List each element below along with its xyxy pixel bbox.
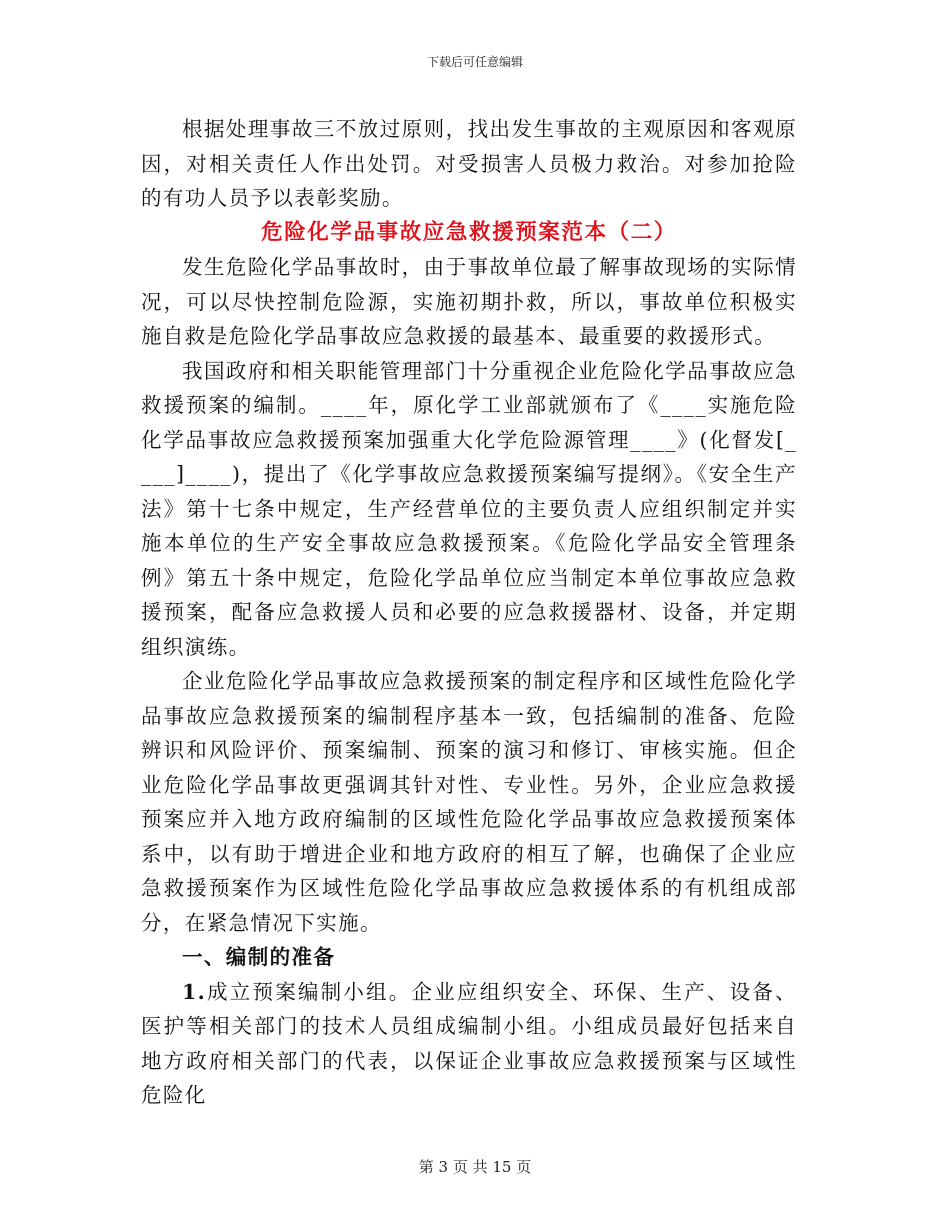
document-body <box>141 112 797 1113</box>
heading-preparation: 一、编制的准备 <box>182 945 336 969</box>
section-title: 危险化学品事故应急救援预案范本（二） <box>261 219 677 245</box>
paragraph-self-rescue: 发生危险化学品事故时，由于事故单位最了解事故现场的实际情况，可以尽快控制危险源，实施初期扑救，所以，事故单位积极实施自救是危险化学品事故应急救援的最基本、最重要的救援形式。 <box>141 255 797 348</box>
paragraph-team-setup <box>141 975 797 1113</box>
page-header: 下载后可任意编辑 <box>426 55 523 69</box>
paragraph-enterprise-plan: 企业危险化学品事故应急救援预案的制定程序和区域性危险化学品事故应急救援预案的编制程序基本一致，包括编制的准备、危险辨识和风险评价、预案编制、预案的演习和修订、审核实施。但企业危险化学品事故更强调其针对性、专业性。另外，企业应急救援预案应并入地方政府编制的区域性危险化学品事故应急救援预案体系中，以有助于增进企业和地方政府的相互了解，也确保了企业应急救援预案作为区域性危险化学品事故应急救援体系的有机组成部分，在紧急情况下实施。 <box>141 669 797 935</box>
paragraph-regulations: 我国政府和相关职能管理部门十分重视企业危险化学品事故应急救援预案的编制。____年，原化学工业部就颁布了《____实施危险化学品事故应急救援预案加强重大化学危险源管理____》(化督发[____]____)，提出了《化学事故应急救援预案编写提纲》。《安全生产法》第十七条中规定，生产经营单位的主要负责人应组织制定并实施本单位的生产安全事故应急救援预案。《危险化学品安全管理条例》第五十条中规定，危险化学品单位应当制定本单位事故应急救援预案，配备应急救援人员和必要的应急救援器材、设备，并定期组织演练。 <box>141 358 797 659</box>
page-footer: 第 3 页 共 15 页 <box>418 1158 532 1176</box>
list-number: 1. <box>182 979 207 1004</box>
paragraph-accident-handling: 根据处理事故三不放过原则，找出发生事故的主观原因和客观原因，对相关责任人作出处罚。对受损害人员极力救治。对参加抢险的有功人员予以表彰奖励。 <box>141 117 797 210</box>
paragraph-team-setup-text: 成立预案编制小组。企业应组织安全、环保、生产、设备、医护等相关部门的技术人员组成编制小组。小组成员最好包括来自地方政府相关部门的代表，以保证企业事故应急救援预案与区域性危险化 <box>141 979 797 1107</box>
